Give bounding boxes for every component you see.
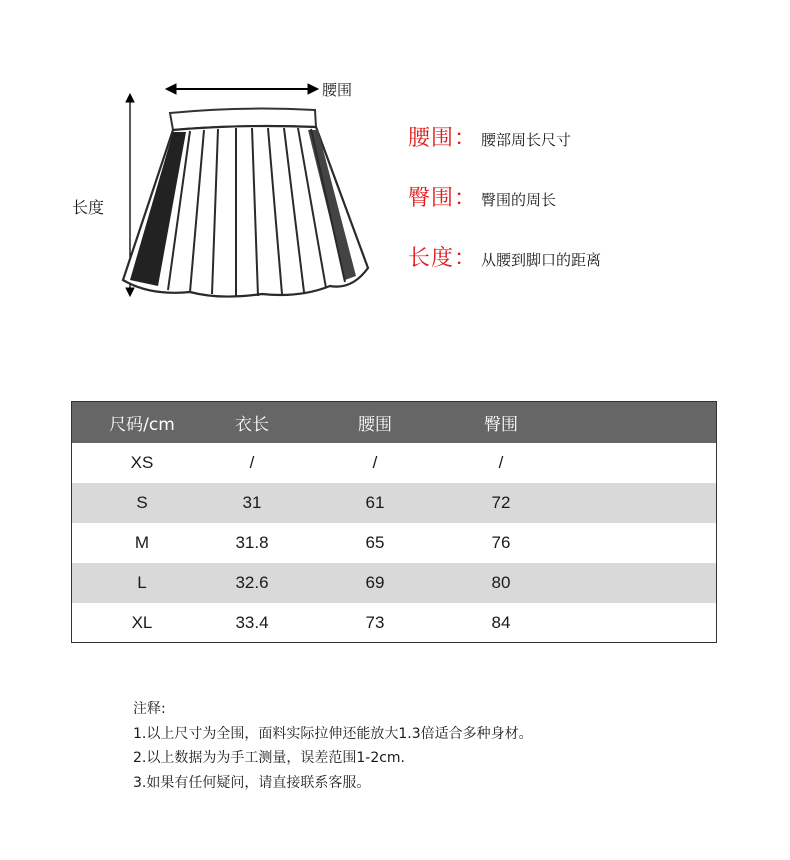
table-cell: 69	[365, 573, 385, 592]
table-cell: 72	[491, 493, 511, 512]
table-cell: /	[498, 453, 504, 472]
header-waist: 腰围	[358, 415, 392, 435]
definition-term: 腰围：	[408, 126, 478, 151]
note-item: 1.以上尺寸为全围，面料实际拉伸还能放大1.3倍适合多种身材。	[133, 725, 533, 742]
table-cell: 33.4	[235, 613, 269, 632]
table-row	[72, 563, 716, 603]
notes-title: 注释:	[133, 701, 166, 717]
table-cell: XL	[131, 613, 153, 632]
table-cell: L	[137, 573, 147, 592]
header-hip: 臀围	[484, 415, 518, 435]
definition-desc: 臀围的周长	[481, 191, 557, 209]
definition-term: 长度：	[408, 246, 478, 271]
table-cell: 80	[491, 573, 511, 592]
table-row	[72, 523, 716, 563]
table-cell: M	[134, 533, 150, 552]
header-length: 衣长	[235, 415, 269, 435]
definition-desc: 腰部周长尺寸	[481, 131, 572, 149]
waist-arrow-label: 腰围	[322, 81, 353, 99]
skirt-diagram	[0, 0, 400, 310]
table-cell: 84	[491, 613, 511, 632]
definition-length	[408, 241, 601, 272]
table-cell: 61	[365, 493, 385, 512]
table-cell: 65	[365, 533, 385, 552]
table-row	[72, 483, 716, 523]
header-size: 尺码/cm	[109, 415, 175, 435]
table-header-row	[72, 402, 716, 443]
table-row	[72, 603, 716, 643]
waist-arrow	[166, 84, 318, 94]
definition-hip	[408, 181, 556, 212]
length-arrow-label: 长度	[72, 198, 105, 217]
definition-desc: 从腰到脚口的距离	[481, 251, 602, 269]
table-cell: 32.6	[235, 573, 269, 592]
notes-section	[133, 697, 533, 795]
note-item: 3.如果有任何疑问，请直接联系客服。	[133, 774, 371, 791]
note-item: 2.以上数据为为手工测量，误差范围1-2cm.	[133, 750, 406, 766]
definition-waist	[408, 121, 571, 152]
table-cell: 76	[491, 533, 511, 552]
table-cell: S	[136, 493, 148, 512]
table-row	[72, 443, 716, 483]
table-cell: /	[249, 453, 255, 472]
table-cell: XS	[130, 453, 154, 472]
table-cell: /	[372, 453, 378, 472]
size-chart-table	[71, 401, 717, 643]
table-cell: 31	[242, 493, 262, 512]
table-cell: 31.8	[235, 533, 269, 552]
table-cell: 73	[365, 613, 385, 632]
definition-term: 臀围：	[408, 186, 478, 211]
